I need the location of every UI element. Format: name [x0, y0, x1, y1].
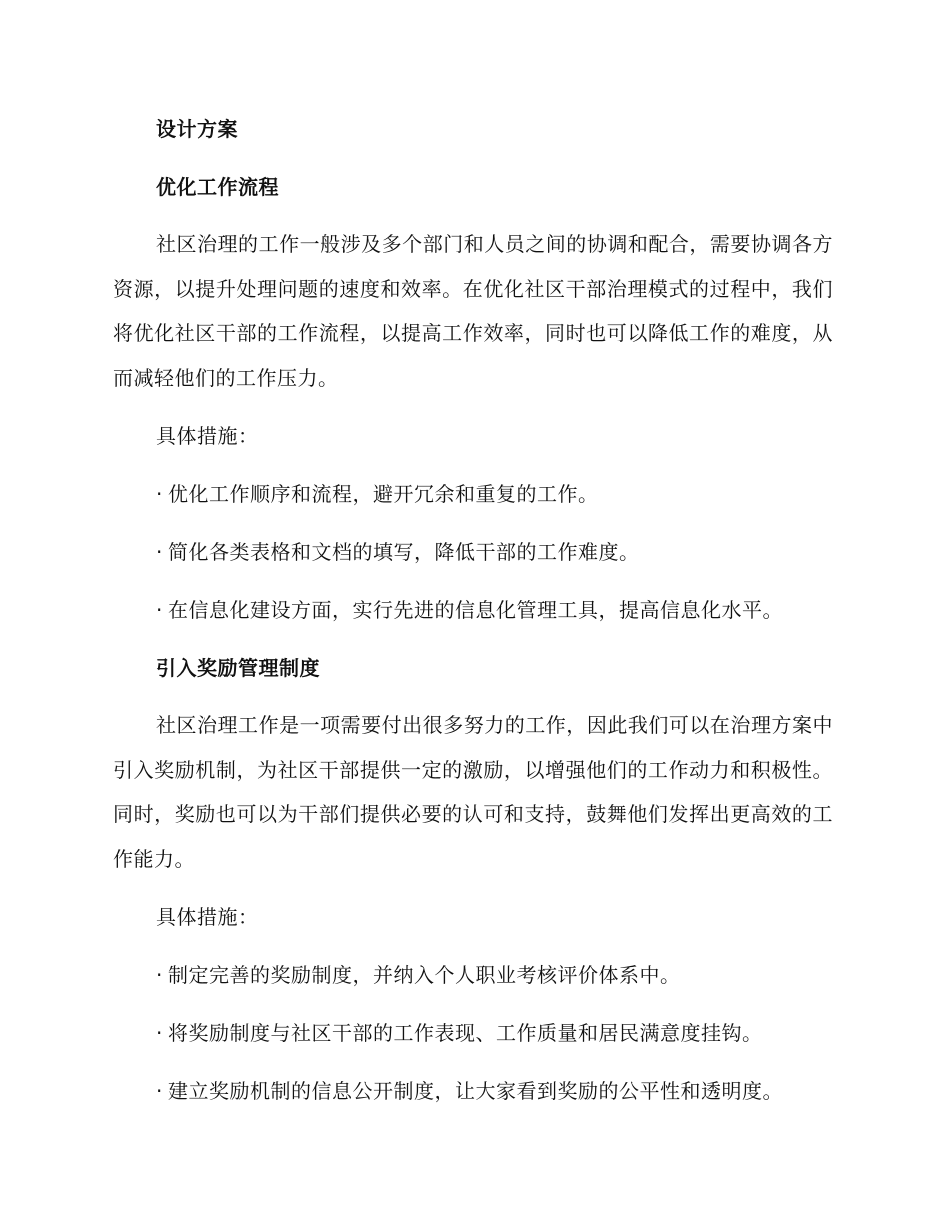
list-item-text: 制定完善的奖励制度，并纳入个人职业考核评价体系中。 — [168, 962, 681, 987]
list-item — [113, 1010, 833, 1056]
document-body — [113, 106, 833, 1126]
measures-label: 具体措施： — [156, 423, 259, 448]
bullet-icon: · — [156, 481, 163, 506]
bullet-icon: · — [156, 539, 163, 564]
list-item-text: 将奖励制度与社区干部的工作表现、工作质量和居民满意度挂钩。 — [168, 1020, 763, 1045]
measures-label: 具体措施： — [156, 904, 259, 929]
section-paragraph: 社区治理的工作一般涉及多个部门和人员之间的协调和配合，需要协调各方资源，以提升处理问题的速度和效率。在优化社区干部治理模式的过程中，我们将优化社区干部的工作流程，以提高工作效率，同时也可以降低工作的难度，从而减轻他们的工作压力。 — [113, 232, 833, 391]
document-title: 设计方案 — [156, 117, 238, 141]
bullet-icon: · — [156, 597, 163, 622]
bullet-icon: · — [156, 1020, 163, 1045]
list-item — [113, 1068, 833, 1114]
list-item — [113, 587, 833, 633]
list-item — [113, 471, 833, 517]
section-heading: 优化工作流程 — [156, 175, 279, 199]
list-item — [113, 952, 833, 998]
list-item-text: 在信息化建设方面，实行先进的信息化管理工具，提高信息化水平。 — [168, 597, 783, 622]
list-item — [113, 529, 833, 575]
list-item-text: 简化各类表格和文档的填写，降低干部的工作难度。 — [168, 539, 640, 564]
section-heading: 引入奖励管理制度 — [156, 655, 320, 680]
list-item-text: 优化工作顺序和流程，避开冗余和重复的工作。 — [168, 481, 599, 506]
list-item-text: 建立奖励机制的信息公开制度，让大家看到奖励的公平性和透明度。 — [168, 1078, 783, 1103]
bullet-icon: · — [156, 962, 163, 987]
section-paragraph: 社区治理工作是一项需要付出很多努力的工作，因此我们可以在治理方案中引入奖励机制，为社区干部提供一定的激励，以增强他们的工作动力和积极性。同时，奖励也可以为干部们提供必要的认可和支持，鼓舞他们发挥出更高效的工作能力。 — [113, 712, 833, 871]
bullet-icon: · — [156, 1078, 163, 1103]
